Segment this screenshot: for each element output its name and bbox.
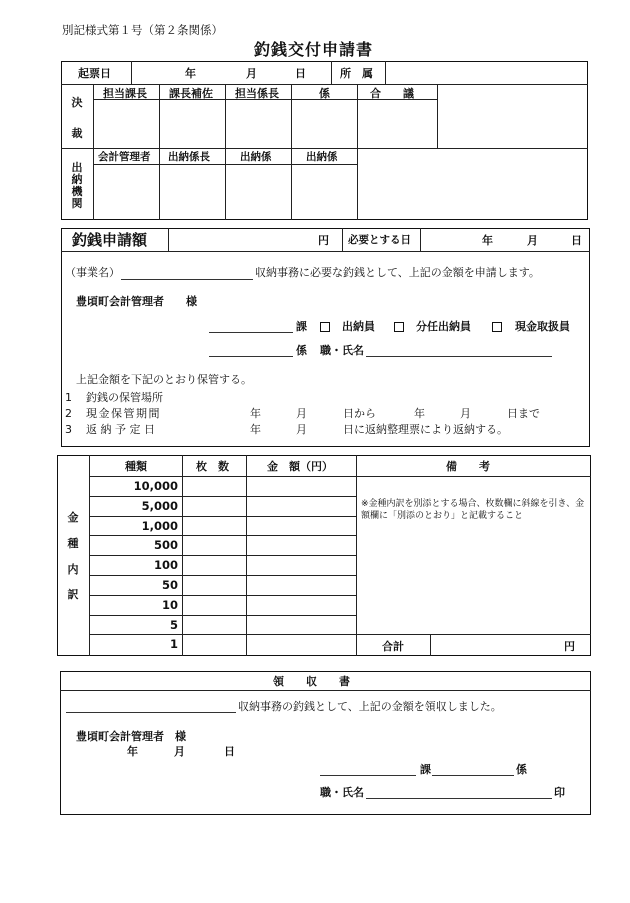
receipt-ka-label: 課 xyxy=(420,763,431,776)
business-name-field[interactable] xyxy=(121,279,253,280)
kinshu-label-2: 種 xyxy=(67,537,79,550)
role-suitou-kakari-1: 出納係 xyxy=(240,151,272,163)
amount-field-6[interactable] xyxy=(247,596,355,614)
count-field-5[interactable] xyxy=(183,576,245,594)
option-bunnin-suitouin: 分任出納員 xyxy=(416,320,471,333)
period-year: 年 xyxy=(250,407,261,420)
receipt-year: 年 xyxy=(127,745,138,758)
return-text: 日に返納整理票により返納する。 xyxy=(343,423,508,436)
receipt-month: 月 xyxy=(174,745,185,758)
checkbox-genkin-toriatsukai[interactable] xyxy=(492,322,502,332)
count-field-4[interactable] xyxy=(183,556,245,574)
total-label: 合計 xyxy=(382,640,404,653)
receipt-ka-field[interactable] xyxy=(320,775,416,776)
item-3-num: 3 xyxy=(65,423,72,436)
receipt-addressee: 豊頃町会計管理者 様 xyxy=(76,730,186,743)
role-suitou-kakari-2: 出納係 xyxy=(306,151,338,163)
draft-year-label: 年 xyxy=(185,67,196,80)
draft-month-label: 月 xyxy=(246,67,257,80)
checkbox-suitouin[interactable] xyxy=(320,322,330,332)
receipt-kakari-field[interactable] xyxy=(432,775,514,776)
receipt-day: 日 xyxy=(224,745,235,758)
ka-field[interactable] xyxy=(209,332,293,333)
amount-field-4[interactable] xyxy=(247,556,355,574)
suitou-label-4: 関 xyxy=(71,197,83,210)
denomination-2: 1,000 xyxy=(141,518,178,533)
denomination-7: 5 xyxy=(169,617,178,632)
dept-field[interactable] xyxy=(386,62,586,83)
denomination-0: 10,000 xyxy=(133,479,178,493)
role-suitou-kakaricho: 出納係長 xyxy=(168,151,210,163)
role-gougi: 合 議 xyxy=(370,87,414,100)
return-month: 月 xyxy=(296,423,307,436)
amount-field[interactable] xyxy=(169,229,319,250)
period-from: 日から xyxy=(343,407,376,420)
title-name-label: 職・氏名 xyxy=(320,344,364,357)
count-field-7[interactable] xyxy=(183,616,245,634)
item-1-label: 釣銭の保管場所 xyxy=(86,391,163,404)
remarks-note-2: 額欄に「別添のとおり」と記載すること xyxy=(361,511,524,521)
count-field-2[interactable] xyxy=(183,517,245,535)
receipt-title-name-label: 職・氏名 xyxy=(320,786,364,799)
kakari-label: 係 xyxy=(296,344,307,357)
kakari-field[interactable] xyxy=(209,356,293,357)
needed-date-label: 必要とする日 xyxy=(348,234,411,246)
return-year: 年 xyxy=(250,423,261,436)
denomination-6: 10 xyxy=(161,597,178,612)
role-tanto-kakaricho: 担当係長 xyxy=(235,87,279,100)
header-remarks: 備 考 xyxy=(446,460,490,473)
item-1-num: 1 xyxy=(65,391,72,404)
total-field[interactable] xyxy=(431,635,561,655)
title-name-field[interactable] xyxy=(366,356,552,357)
needed-year: 年 xyxy=(482,234,493,247)
receipt-title-name-field[interactable] xyxy=(366,798,552,799)
total-yen: 円 xyxy=(564,640,575,653)
draft-day-label: 日 xyxy=(295,67,306,80)
denomination-5: 50 xyxy=(161,578,178,592)
header-amount: 金 額（円） xyxy=(267,460,333,473)
period-month-2: 月 xyxy=(460,407,471,420)
receipt-name-field[interactable] xyxy=(66,712,236,713)
kessai-label-2: 裁 xyxy=(71,127,83,140)
receipt-seal: 印 xyxy=(554,786,565,799)
storage-statement: 上記金額を下記のとおり保管する。 xyxy=(76,373,252,386)
denomination-4: 100 xyxy=(153,558,178,573)
suitou-label-1: 出 xyxy=(71,161,83,174)
suitou-label-2: 納 xyxy=(71,173,83,186)
needed-month: 月 xyxy=(527,234,538,247)
item-3-label: 返 納 予 定 日 xyxy=(86,423,155,436)
amount-field-1[interactable] xyxy=(247,497,355,515)
stamp-kacho-hosa[interactable] xyxy=(160,100,225,148)
stamp-tanto-kakaricho[interactable] xyxy=(226,100,291,148)
option-suitouin: 出納員 xyxy=(342,320,375,333)
amount-field-3[interactable] xyxy=(247,536,355,554)
item-2-num: 2 xyxy=(65,407,72,420)
item-2-label: 現金保管期間 xyxy=(86,407,161,420)
page-title: 釣銭交付申請書 xyxy=(254,40,374,59)
dept-label: 所 属 xyxy=(340,67,373,80)
count-field-0[interactable] xyxy=(183,477,245,495)
draft-date-label: 起票日 xyxy=(78,67,111,80)
stamp-gougi[interactable] xyxy=(358,100,437,148)
ka-label: 課 xyxy=(296,320,307,333)
receipt-kakari-label: 係 xyxy=(516,763,527,776)
needed-day: 日 xyxy=(571,234,582,247)
count-field-6[interactable] xyxy=(183,596,245,614)
header-type: 種類 xyxy=(125,460,147,473)
amount-field-2[interactable] xyxy=(247,517,355,535)
amount-label: 釣銭申請額 xyxy=(72,231,148,249)
denomination-1: 5,000 xyxy=(141,498,178,513)
request-addressee: 豊頃町会計管理者 様 xyxy=(76,295,197,308)
kinshu-label-1: 金 xyxy=(67,511,79,524)
suitou-label-3: 機 xyxy=(71,185,83,198)
role-kacho-hosa: 課長補佐 xyxy=(169,87,213,100)
amount-field-0[interactable] xyxy=(247,477,355,495)
denomination-3: 500 xyxy=(153,538,178,553)
amount-field-8[interactable] xyxy=(247,635,355,653)
period-until: 日まで xyxy=(507,407,540,420)
role-tanto-kacho: 担当課長 xyxy=(103,87,147,100)
role-kaikei-kanrisha: 会計管理者 xyxy=(98,151,151,163)
receipt-title: 領 収 書 xyxy=(273,675,350,688)
amount-field-5[interactable] xyxy=(247,576,355,594)
option-genkin-toriatsukai: 現金取扱員 xyxy=(515,320,570,333)
count-field-8[interactable] xyxy=(183,635,245,653)
kinshu-label-3: 内 xyxy=(67,563,79,576)
kessai-label-1: 決 xyxy=(71,96,83,109)
kinshu-label-4: 訳 xyxy=(67,588,79,601)
header-count: 枚 数 xyxy=(196,460,229,473)
count-field-1[interactable] xyxy=(183,497,245,515)
stamp-kakari[interactable] xyxy=(292,100,357,148)
remarks-note-1: ※金種内訳を別添とする場合、枚数欄に斜線を引き、金 xyxy=(361,499,585,509)
checkbox-bunnin-suitouin[interactable] xyxy=(394,322,404,332)
period-month: 月 xyxy=(296,407,307,420)
denomination-8: 1 xyxy=(169,637,178,652)
receipt-statement: 収納事務の釣銭として、上記の金額を領収しました。 xyxy=(238,700,502,713)
role-kakari: 係 xyxy=(319,87,330,100)
request-statement: 収納事務に必要な釣銭として、上記の金額を申請します。 xyxy=(255,266,540,279)
business-name-label: （事業名） xyxy=(65,266,120,279)
stamp-tanto-kacho[interactable] xyxy=(94,100,159,148)
period-year-2: 年 xyxy=(414,407,425,420)
count-field-3[interactable] xyxy=(183,536,245,554)
amount-yen: 円 xyxy=(318,234,329,247)
form-number: 別記様式第１号（第２条関係） xyxy=(62,23,223,37)
amount-field-7[interactable] xyxy=(247,616,355,634)
